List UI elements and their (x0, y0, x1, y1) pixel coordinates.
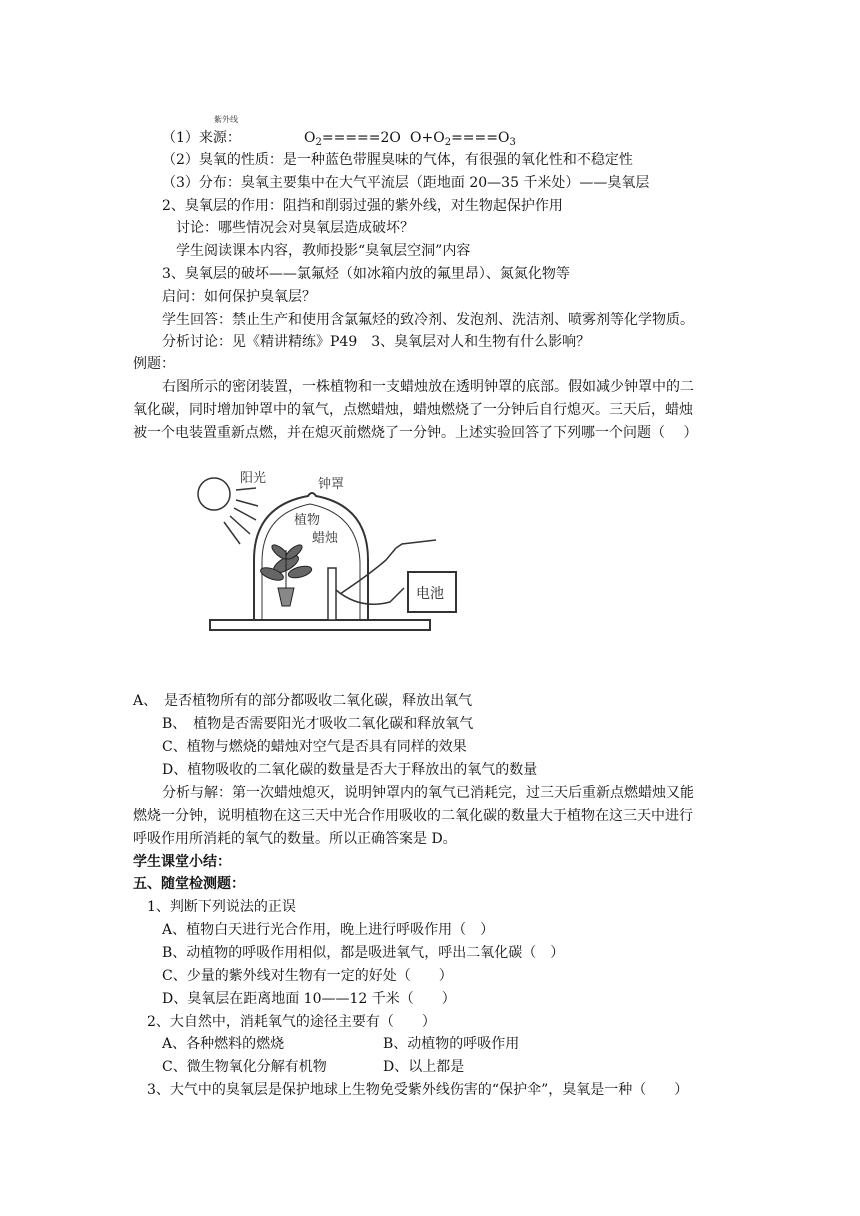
eq1-arrow: ===== (321, 130, 381, 146)
battery-label: 电池 (416, 587, 444, 602)
example-label: 例题： (133, 356, 175, 372)
student-answer: 学生回答：禁止生产和使用含氯氟烃的致冷剂、发泡剂、洗洁剂、喷雾剂等化学物质。 (162, 312, 694, 328)
candle-label: 蜡烛 (312, 530, 339, 545)
option-d: D、植物吸收的二氧化碳的数量是否大于释放出的氧气的数量 (162, 762, 538, 778)
example-text-2: 氧化碳，同时增加钟罩中的氧气，点燃蜡烛，蜡烛燃烧了一分钟后自行熄灭。三天后，蜡烛 (133, 402, 693, 418)
quiz-q1-b: B、动植物的呼吸作用相似，都是吸进氧气，呼出二氧化碳（ ） (162, 945, 565, 961)
reading-note: 学生阅读课本内容，教师投影“臭氧层空洞”内容 (176, 243, 471, 259)
eq2-lhs: O+O (410, 130, 445, 146)
ozone-property: （2）臭氧的性质：是一种蓝色带腥臭味的气体，有很强的氧化性和不稳定性 (162, 152, 633, 168)
solution-1: 分析与解：第一次蜡烛熄灭，说明钟罩内的氧气已消耗完，过三天后重新点燃蜡烛又能 (162, 785, 694, 801)
ozone-distribution: （3）分布：臭氧主要集中在大气平流层（距地面 20—35 千米处）——臭氧层 (162, 175, 650, 191)
uv-label: 紫外线 (214, 115, 238, 124)
candle-icon (328, 568, 336, 620)
solution-2: 燃烧一分钟，说明植物在这三天中光合作用吸收的二氧化碳的数量大于植物在这三天中进行 (133, 808, 693, 824)
quiz-q1-a: A、植物白天进行光合作用，晚上进行呼吸作用（ ） (162, 922, 495, 938)
quiz-q1-d: D、臭氧层在距离地面 10——12 千米（ ） (162, 991, 456, 1007)
bell-label: 钟罩 (318, 476, 345, 491)
sun-icon (198, 478, 258, 544)
equation-2 (410, 127, 516, 149)
bell-jar-figure (190, 460, 444, 660)
option-c: C、植物与燃烧的蜡烛对空气是否具有同样的效果 (162, 739, 467, 755)
eq2-lhs-sub: 2 (444, 137, 452, 148)
question-prompt: 启问：如何保护臭氧层？ (162, 289, 316, 305)
example-text-1: 右图所示的密闭装置，一株植物和一支蜡烛放在透明钟罩的底部。假如减少钟罩中的二 (162, 379, 694, 395)
quiz-q1: 1、判断下列说法的正误 (147, 899, 296, 915)
plant-label: 植物 (294, 512, 321, 527)
sunlight-label: 阳光 (240, 470, 267, 485)
eq2-rhs: O (497, 130, 510, 146)
quiz-q2-d: D、以上都是 (383, 1059, 465, 1075)
summary-heading: 学生课堂小结： (133, 854, 231, 870)
option-a: A、 是否植物所有的部分都吸收二氧化碳，释放出氧气 (133, 693, 473, 709)
eq2-rhs-sub: 3 (509, 137, 516, 148)
eq1-lhs-sub: 2 (315, 137, 322, 148)
analysis-discussion: 分析讨论：见《精讲精练》P49 3、臭氧层对人和生物有什么影响？ (162, 334, 591, 350)
quiz-q2: 2、大自然中，消耗氧气的途径主要有（ ） (147, 1014, 436, 1030)
quiz-q2-c: C、微生物氧化分解有机物 (162, 1059, 327, 1075)
eq1-rhs: 2O (380, 130, 401, 146)
eq2-arrow: ==== (451, 130, 498, 146)
discussion: 讨论：哪些情况会对臭氧层造成破坏？ (176, 220, 414, 236)
ozone-layer-role: 2、臭氧层的作用：阻挡和削弱过强的紫外线，对生物起保护作用 (162, 198, 563, 214)
quiz-q2-b: B、动植物的呼吸作用 (383, 1036, 520, 1052)
example-text-3: 被一个电装置重新点燃，并在熄灭前燃烧了一分钟。上述实验回答了下列哪一个问题（ ） (133, 425, 698, 441)
ozone-damage: 3、臭氧层的破坏——氯氟烃（如冰箱内放的氟里昂）、氮氮化物等 (162, 266, 570, 282)
base-plate (210, 620, 430, 630)
ozone-source-line (162, 127, 241, 149)
eq1-lhs: O (304, 130, 316, 146)
switch (396, 540, 436, 548)
option-b: B、 植物是否需要阳光才吸收二氧化碳和释放氧气 (162, 716, 474, 732)
quiz-q1-c: C、少量的紫外线对生物有一定的好处（ ） (162, 968, 453, 984)
quiz-q3: 3、大气中的臭氧层是保护地球上生物免受紫外线伤害的“保护伞”，臭氧是一种（ ） (147, 1082, 689, 1098)
quiz-q2-a: A、各种燃料的燃烧 (162, 1036, 285, 1052)
section-5-heading: 五、随堂检测题： (133, 876, 245, 892)
source-label: （1）来源： (162, 130, 241, 146)
equation-1 (304, 127, 401, 149)
plant-icon (259, 543, 313, 606)
solution-3: 呼吸作用所消耗的氧气的数量。所以正确答案是 D。 (133, 831, 457, 847)
